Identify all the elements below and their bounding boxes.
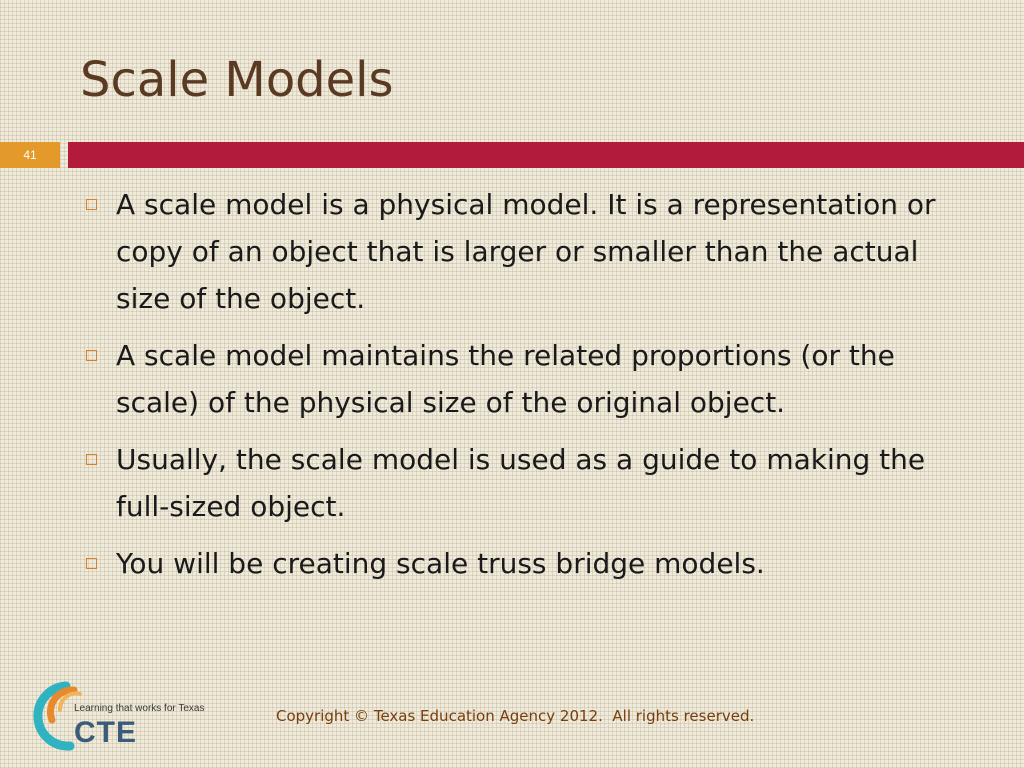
bullet-list <box>80 181 980 597</box>
bullet-square-icon <box>86 350 97 361</box>
bullet-item <box>80 332 980 426</box>
bullet-square-icon <box>86 454 97 465</box>
bullet-item <box>80 540 980 587</box>
logo-tagline: Learning that works for Texas <box>74 703 205 714</box>
slide-title: Scale Models <box>80 52 394 108</box>
slide-number: 41 <box>0 142 60 168</box>
bullet-text: You will be creating scale truss bridge models. <box>116 547 765 580</box>
footer-copyright: Copyright © Texas Education Agency 2012. All rights reserved. <box>276 707 755 725</box>
title-divider-bar <box>68 142 1024 168</box>
bullet-text: A scale model maintains the related proportions (or the scale) of the physical size of the original object. <box>116 339 895 419</box>
bullet-item <box>80 436 980 530</box>
bullet-text: Usually, the scale model is used as a guide to making the full-sized object. <box>116 443 926 523</box>
bullet-square-icon <box>86 199 97 210</box>
bullet-item <box>80 181 980 322</box>
bullet-text: A scale model is a physical model. It is a representation or copy of an object that is larger or smaller than the actual size of the object. <box>116 188 936 315</box>
bullet-square-icon <box>86 558 97 569</box>
logo-wordmark: CTE <box>74 716 137 749</box>
